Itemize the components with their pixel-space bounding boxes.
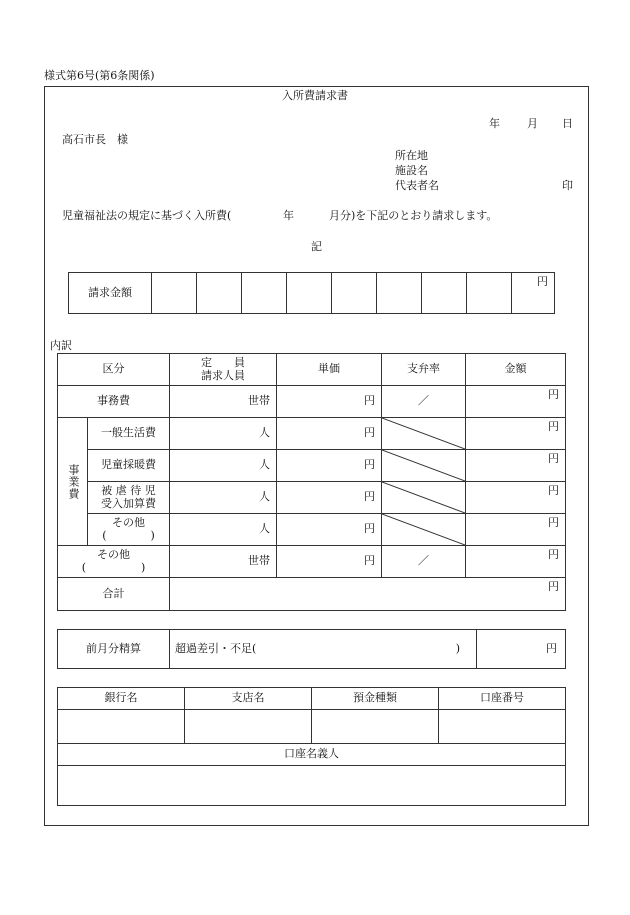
prev-month-content[interactable]: [170, 630, 477, 669]
other-row-label: その他 ( ): [58, 546, 170, 578]
rate-slash-cell: [382, 450, 466, 482]
addressee: 高石市長 様: [62, 133, 128, 146]
business-amount[interactable]: 円: [466, 418, 566, 450]
rate-slash-cell: [382, 418, 466, 450]
branch-name-header: 支店名: [185, 688, 312, 710]
digit-box[interactable]: [422, 273, 467, 314]
date-year: 年: [489, 117, 500, 130]
total-amount[interactable]: 円: [170, 578, 566, 611]
business-price[interactable]: 円: [277, 450, 382, 482]
header-amount: 金額: [466, 354, 566, 386]
business-count[interactable]: 人: [170, 482, 277, 514]
seal-mark: 印: [562, 179, 573, 192]
digit-box[interactable]: [467, 273, 512, 314]
digit-box[interactable]: [152, 273, 197, 314]
deposit-type-header: 預金種類: [312, 688, 439, 710]
rate-slash-cell: [382, 514, 466, 546]
office-price[interactable]: 円: [277, 386, 382, 418]
other-count[interactable]: 世帯: [170, 546, 277, 578]
branch-name-field[interactable]: [185, 710, 312, 744]
facility-label: 施設名: [395, 164, 428, 177]
business-count[interactable]: 人: [170, 450, 277, 482]
header-unit-price: 単価: [277, 354, 382, 386]
business-group-label: 事業費: [58, 418, 88, 546]
office-rate: ／: [382, 386, 466, 418]
business-amount[interactable]: 円: [466, 482, 566, 514]
account-holder-field[interactable]: [58, 766, 566, 806]
account-number-field[interactable]: [439, 710, 566, 744]
header-category: 区分: [58, 354, 170, 386]
representative-label: 代表者名: [395, 179, 439, 192]
header-capacity-line1: 定 員: [201, 355, 245, 369]
business-row-label: その他 ( ): [88, 514, 170, 546]
header-capacity: [170, 354, 277, 386]
business-count[interactable]: 人: [170, 514, 277, 546]
business-row-label: 一般生活費: [88, 418, 170, 450]
bank-table: [57, 687, 566, 806]
breakdown-caption: 内訳: [50, 339, 72, 352]
header-capacity-line2: 請求人員: [201, 368, 245, 382]
deposit-type-field[interactable]: [312, 710, 439, 744]
business-price[interactable]: 円: [277, 418, 382, 450]
statement-text-b: 月分)を下記のとおり請求します。: [329, 209, 498, 222]
prev-month-content-b: ): [455, 641, 460, 655]
claim-yen-unit: 円: [512, 273, 555, 314]
form-number: 様式第6号(第6条関係): [44, 69, 155, 82]
prev-month-label: 前月分精算: [58, 630, 170, 669]
other-price[interactable]: 円: [277, 546, 382, 578]
business-row-label: 被 虐 待 児 受入加算費: [88, 482, 170, 514]
business-amount[interactable]: 円: [466, 514, 566, 546]
prev-month-yen[interactable]: 円: [477, 630, 566, 669]
claim-amount-label: 請求金額: [69, 273, 152, 314]
office-row-label: 事務費: [58, 386, 170, 418]
digit-box[interactable]: [377, 273, 422, 314]
prev-month-table: [57, 629, 566, 669]
breakdown-table: [57, 353, 566, 611]
business-count[interactable]: 人: [170, 418, 277, 450]
business-row-label: 児童採暖費: [88, 450, 170, 482]
rate-slash-cell: [382, 482, 466, 514]
date-month: 月: [527, 117, 538, 130]
digit-box[interactable]: [197, 273, 242, 314]
claim-amount-table: [68, 272, 555, 314]
office-count[interactable]: 世帯: [170, 386, 277, 418]
business-amount[interactable]: 円: [466, 450, 566, 482]
other-amount[interactable]: 円: [466, 546, 566, 578]
document-title: 入所費請求書: [282, 89, 348, 102]
statement-year: 年: [283, 209, 294, 222]
other-rate: ／: [382, 546, 466, 578]
bank-name-field[interactable]: [58, 710, 185, 744]
statement-text-a: 児童福祉法の規定に基づく入所費(: [62, 209, 232, 222]
ki-mark: 記: [311, 240, 322, 253]
bank-name-header: 銀行名: [58, 688, 185, 710]
business-price[interactable]: 円: [277, 514, 382, 546]
business-price[interactable]: 円: [277, 482, 382, 514]
address-label: 所在地: [395, 149, 428, 162]
account-holder-header: 口座名義人: [58, 744, 566, 766]
digit-box[interactable]: [242, 273, 287, 314]
digit-box[interactable]: [332, 273, 377, 314]
account-number-header: 口座番号: [439, 688, 566, 710]
header-pay-rate: 支弁率: [382, 354, 466, 386]
prev-month-content-a: 超過差引・不足(: [175, 641, 257, 655]
date-day: 日: [562, 117, 573, 130]
total-row-label: 合計: [58, 578, 170, 611]
digit-box[interactable]: [287, 273, 332, 314]
office-amount[interactable]: 円: [466, 386, 566, 418]
